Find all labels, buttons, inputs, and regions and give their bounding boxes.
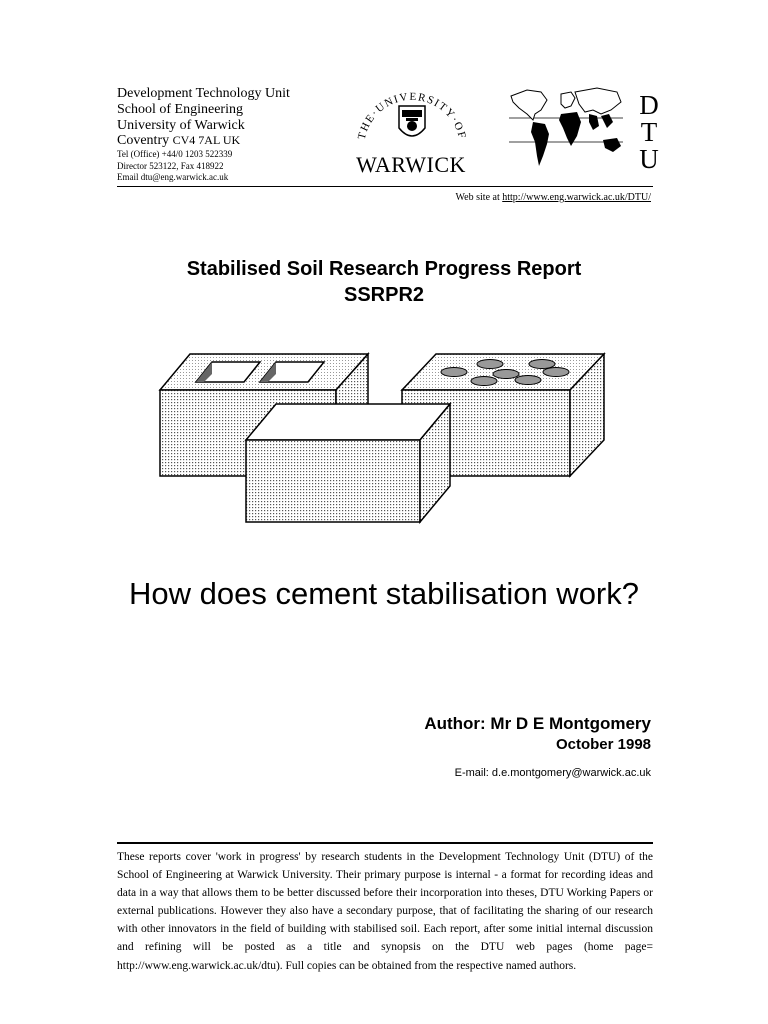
website-prefix: Web site at [455,192,503,203]
author-email: E-mail: d.e.montgomery@warwick.ac.uk [454,767,651,779]
world-map-icon [509,88,623,166]
city-line [117,133,290,149]
report-title [0,256,768,308]
header-address [117,86,290,183]
director-fax-line: Director 523122, Fax 418922 [117,160,224,171]
crest-shield-icon [399,106,425,136]
postcode: CV4 7AL UK [172,133,241,148]
warwick-arc-text: THE·UNIVERSITY·OF [355,90,469,141]
dtu-letter-d: D [639,90,659,120]
footer-disclaimer: These reports cover 'work in progress' by research students in the Development Technology Unit (DTU) of the School of Engineering at Warwick University. Their primary purpose is internal - a format for recording ideas and data in a way that allows them to be better discussed before their incorporation into theses, DTU Working Papers or external publications. However they also have a secondary purpose, that of facilitating the sharing of our research with other innovators in the field of building with stabilised soil. Each report, after some initial internal discussion and refining will be posted as a title and synopsis on the DTU web pages (home page= http://www.eng.warwick.ac.uk/dtu). Full copies can be obtained from the respective named authors. [117,851,653,972]
university-name: University of Warwick [117,117,245,133]
school-name: School of Engineering [117,101,243,117]
warwick-name: WARWICK [356,152,466,177]
dtu-logo [505,84,665,180]
unit-name: Development Technology Unit [117,86,290,101]
report-title-text: Stabilised Soil Research Progress Report [186,258,582,280]
website-line [456,192,651,203]
author-block [424,714,651,779]
footer-divider [117,842,653,844]
dtu-letter-t: T [640,117,658,147]
blocks-illustration [150,348,620,526]
website-link[interactable]: http://www.eng.warwick.ac.uk/DTU/ [502,192,651,203]
city: Coventry [117,133,170,149]
author-name: Author: Mr D E Montgomery [424,714,651,733]
dtu-letter-u: U [639,144,659,174]
main-question: How does cement stabilisation work? [128,576,640,611]
report-code: SSRPR2 [343,284,425,306]
header-divider [117,186,653,187]
solid-block-icon [246,404,450,522]
tel-line: Tel (Office) +44/0 1203 522339 [117,149,233,160]
report-date: October 1998 [555,736,651,753]
warwick-logo [342,84,480,180]
email-header-line: Email dtu@eng.warwick.ac.uk [117,171,229,182]
